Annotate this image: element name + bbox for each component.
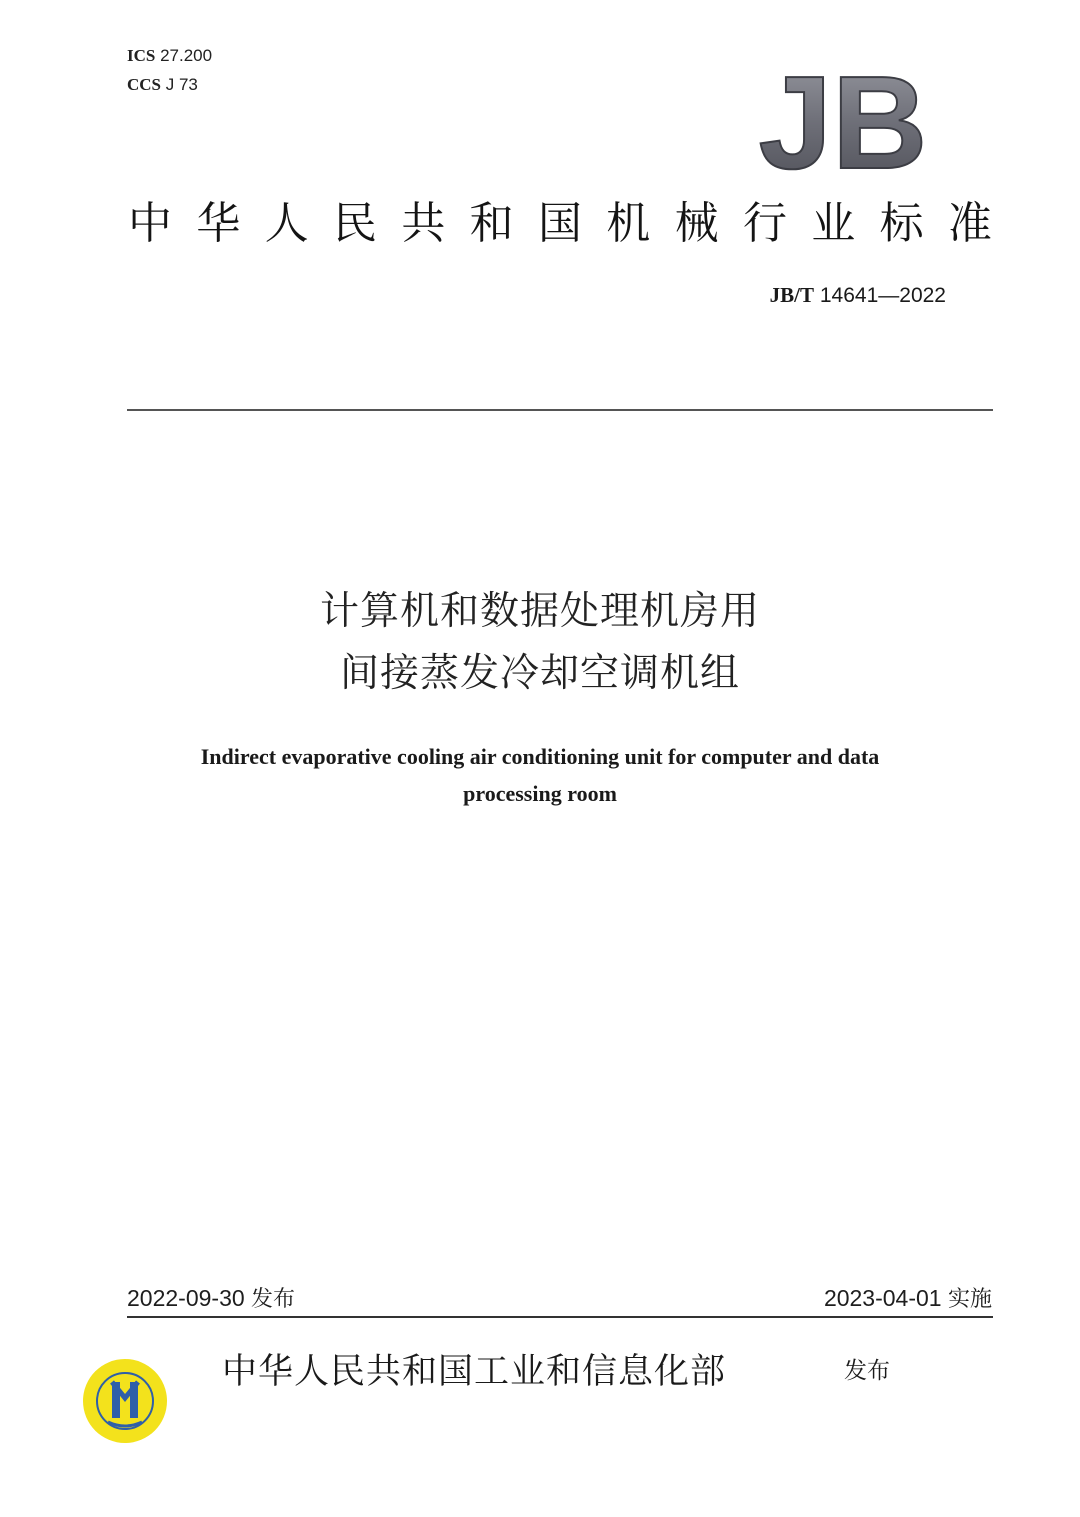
standard-number-value: 14641—2022 (819, 284, 946, 307)
header-divider (127, 409, 993, 411)
title-char: 华 (196, 198, 241, 249)
issue-date-value: 2022-09-30 (127, 1285, 245, 1311)
publish-label: 发布 (844, 1358, 890, 1384)
standard-number-prefix: JB/T (769, 283, 815, 307)
title-char: 业 (811, 198, 856, 249)
title-char: 民 (332, 198, 377, 249)
ics-value: 27.200 (160, 46, 213, 65)
logo-text: JB (758, 58, 928, 176)
ccs-code (127, 75, 198, 95)
implementation-date-value: 2023-04-01 (823, 1285, 942, 1311)
implementation-date (824, 1283, 992, 1315)
ccs-value: J 73 (165, 75, 198, 94)
title-char: 准 (947, 198, 992, 249)
title-char: 机 (606, 198, 651, 249)
jb-logo (738, 58, 948, 176)
standard-number (770, 283, 946, 308)
title-char: 和 (469, 198, 514, 249)
title-char: 中 (128, 198, 172, 249)
title-char: 人 (264, 198, 309, 249)
chinese-title-line-1: 计算机和数据处理机房用 (319, 589, 760, 634)
title-char: 标 (879, 198, 924, 249)
title-char: 行 (742, 198, 787, 249)
title-char: 械 (674, 198, 719, 249)
title-char: 共 (401, 198, 446, 249)
issue-date (127, 1283, 295, 1315)
english-title-line-1: Indirect evaporative cooling air conditioning unit for computer and data (200, 744, 880, 769)
ics-label: ICS (127, 46, 156, 65)
standard-category-title (128, 196, 992, 252)
chinese-title-line-2: 间接蒸发冷却空调机组 (339, 651, 740, 696)
implementation-label: 实施 (947, 1287, 992, 1312)
footer-divider (127, 1316, 993, 1318)
english-title-line-2: processing room (463, 781, 617, 806)
publisher-name: 中华人民共和国工业和信息化部 (222, 1352, 727, 1392)
publisher-seal-icon (82, 1358, 168, 1444)
ics-code (127, 46, 212, 66)
ccs-label: CCS (127, 75, 162, 94)
title-char: 国 (537, 198, 582, 249)
issue-label: 发布 (251, 1287, 296, 1312)
